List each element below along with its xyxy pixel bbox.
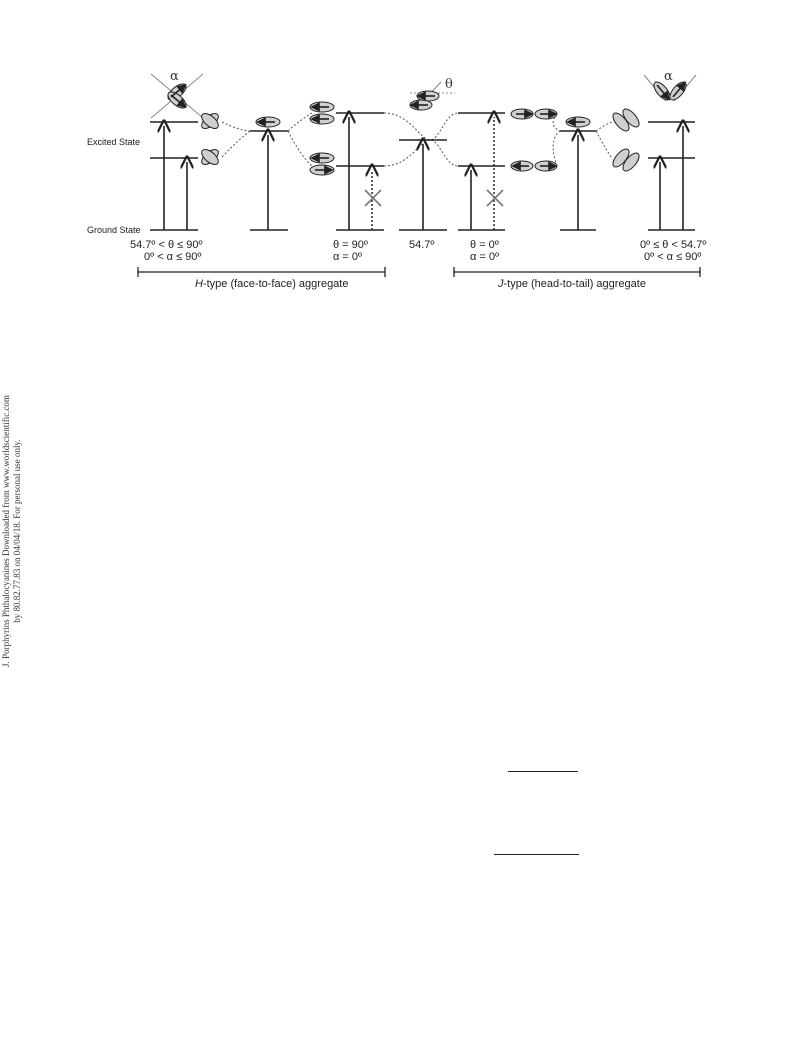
j-head-to-tail-upper-pair: [511, 109, 557, 119]
h-range-theta: 54.7º < θ ≤ 90º: [130, 239, 203, 251]
j-type-caption: J-type (head-to-tail) aggregate: [498, 278, 646, 290]
magic-angle-label: 54.7º: [409, 239, 435, 251]
h-general-levels: [150, 122, 198, 230]
j-limit-levels: [458, 113, 505, 230]
monomer-right: [553, 114, 612, 230]
j-type-bracket: [454, 267, 700, 277]
h-type-bracket: [138, 267, 385, 277]
monomer-left: [222, 113, 312, 230]
horizontal-rule-upper: [508, 771, 578, 772]
alpha-label-right: α: [664, 69, 673, 84]
j-range-alpha: 0º < α ≤ 90º: [644, 251, 702, 263]
h-face-to-face-upper-pair: [310, 102, 334, 124]
h-range-alpha: 0º < α ≤ 90º: [144, 251, 202, 263]
download-side-note: [1, 351, 23, 711]
h-face-to-face-lower-pair: [310, 153, 334, 175]
alpha-label-left: α: [170, 69, 179, 84]
j-limit-alpha: α = 0º: [470, 251, 500, 263]
horizontal-rule-lower: [494, 854, 579, 855]
j-limit-theta: θ = 0º: [470, 239, 499, 251]
j-head-to-tail-lower-pair: [511, 161, 557, 171]
excited-state-label: Excited State: [87, 137, 141, 147]
theta-label: θ: [445, 77, 453, 92]
h-type-caption: H-type (face-to-face) aggregate: [195, 278, 349, 290]
j-general-levels: [648, 122, 695, 230]
h-general-upper-dimer: [199, 111, 221, 132]
h-limit-levels: [336, 113, 384, 230]
side-note-line-2: by 80.82.77.83 on 04/04/18. For personal use only.: [12, 439, 22, 623]
h-limit-alpha: α = 0º: [333, 251, 363, 263]
j-general-upper-dimer: [610, 106, 642, 133]
ground-state-label: Ground State: [87, 225, 141, 235]
center-crossing: [384, 113, 458, 230]
h-limit-theta: θ = 90º: [333, 239, 368, 251]
j-general-lower-dimer: [610, 146, 642, 173]
j-range-theta: 0º ≤ θ < 54.7º: [640, 239, 707, 251]
side-note-line-1: J. Porphyrins Phthalocyanines Downloaded from www.worldscientific.com: [1, 395, 11, 667]
h-general-lower-dimer: [199, 147, 221, 168]
